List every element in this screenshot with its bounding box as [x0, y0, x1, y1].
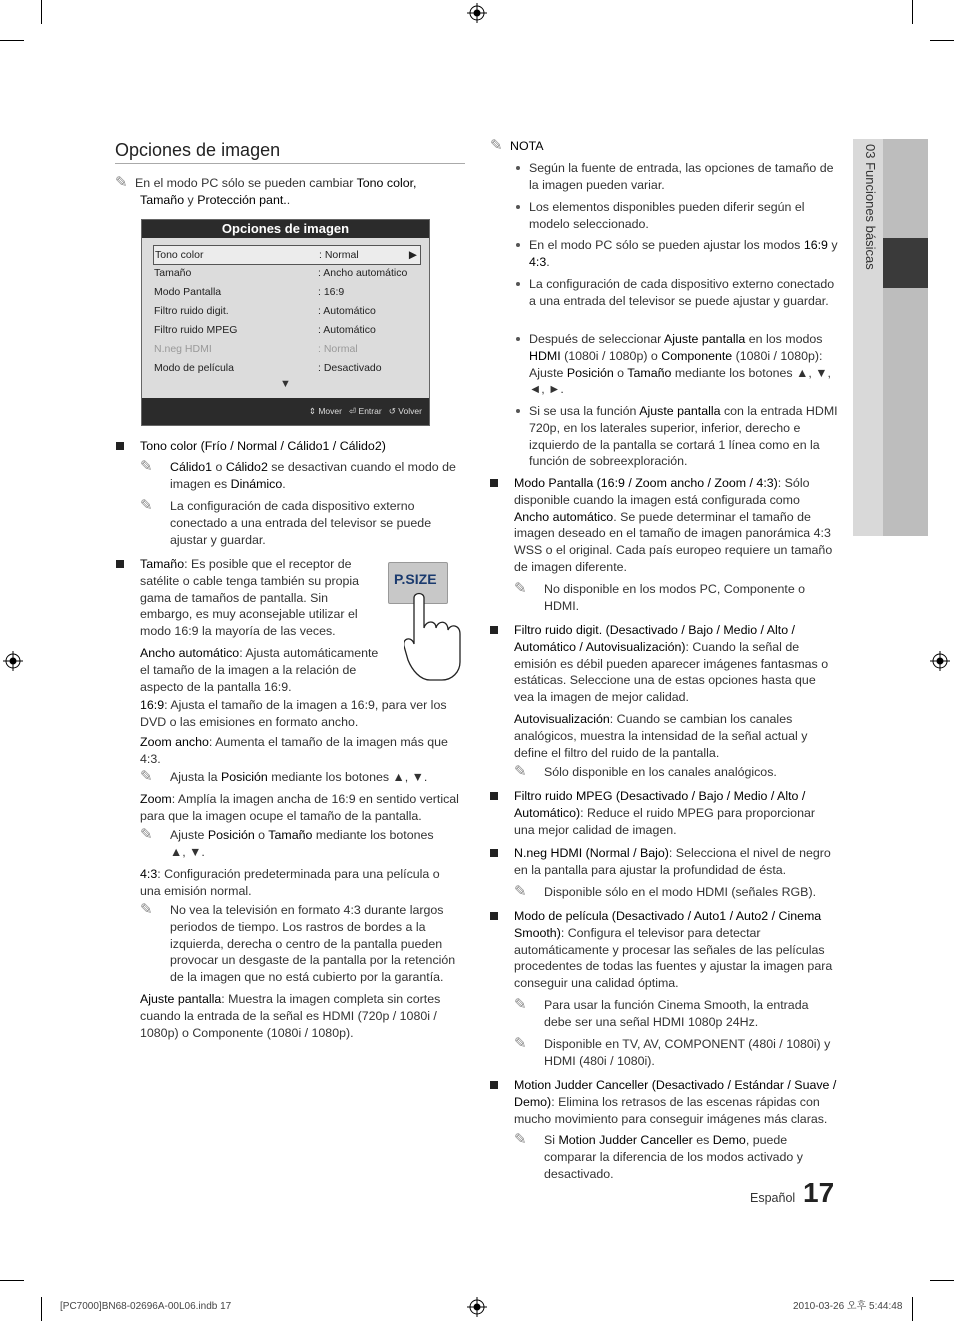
page-language: Español	[750, 1191, 796, 1205]
bullet	[516, 282, 520, 286]
bullet	[490, 912, 498, 920]
crop-mark	[0, 40, 24, 41]
bullet	[116, 442, 124, 450]
print-file-info: [PC7000]BN68-02696A-00L06.indb 17	[60, 1301, 232, 1312]
scroll-down-icon: ▼	[280, 378, 291, 390]
crop-mark	[930, 1280, 954, 1281]
crop-mark	[0, 1280, 24, 1281]
hdmi-paragraph: N.neg HDMI (Normal / Bajo): Selecciona el nivel de negro en la pantalla para ajustar la profundidad de ésta.	[514, 846, 831, 877]
autov-paragraph: Autovisualización: Cuando se cambian los canales analógicos, muestra la intensidad de la señal actual y define el filtro del ruido de la pantalla.	[514, 712, 808, 760]
page-title: Opciones de imagen	[115, 140, 281, 160]
registration-mark-icon	[467, 1297, 487, 1317]
arrow-right-icon: ▶	[408, 249, 417, 261]
crop-mark	[41, 1297, 42, 1321]
hand-press-icon	[404, 590, 466, 682]
note-icon: ✎	[514, 1035, 527, 1052]
bullet	[490, 792, 498, 800]
fdig-note: ✎ Sólo disponible en los canales analógicos.	[514, 763, 777, 780]
bullet	[516, 205, 520, 209]
crop-mark	[912, 0, 913, 24]
note-icon: ✎	[514, 763, 527, 780]
note-icon: ✎	[514, 580, 527, 597]
nota-item: Después de seleccionar Ajuste pantalla en los modos HDMI (1080i / 1080p) o Componente (1080i / 1080p): Ajuste Posición o Tamaño mediante los botones ▲, ▼, ◄, ►.	[529, 332, 831, 397]
nota-item: Si se usa la función Ajuste pantalla con la entrada HDMI 720p, en los laterales superior, inferior, derecho e izquierdo de la pantalla se cortará 1 línea como en la función de sobreexploración.	[529, 404, 838, 469]
nota-item: Según la fuente de entrada, las opciones de tamaño de la imagen pueden variar.	[529, 161, 834, 192]
page-number: 17	[803, 1177, 835, 1208]
zoomancho-paragraph: Zoom ancho: Aumenta el tamaño de la imagen más que 4:3.	[140, 735, 448, 766]
crop-mark	[41, 0, 42, 24]
tamano-paragraph: Tamaño: Es posible que el receptor de satélite o cable tenga también su propia gama de tamaños de pantalla. Sin embargo, es muy aconsejable utilizar el modo 16:9 la mayoría de las veces.	[140, 557, 360, 639]
osd-menu-row[interactable]: Filtro ruido MPEG : Automático	[154, 324, 376, 336]
bullet	[490, 849, 498, 857]
hdmi-note: ✎ Disponible sólo en el modo HDMI (señales RGB).	[514, 883, 817, 900]
note-icon: ✎	[514, 1131, 527, 1148]
intro-note: ✎ En el modo PC sólo se pueden cambiar Tono color, Tamaño y Protección pant..	[115, 174, 417, 207]
return-icon: ↺	[388, 406, 396, 416]
chapter-tab-band	[883, 139, 928, 536]
mpeg-paragraph: Filtro ruido MPEG (Desactivado / Bajo / Medio / Alto / Automático): Reduce el ruido MPEG para proporcionar una mejor calidad de imagen.	[514, 789, 815, 837]
bullet	[516, 243, 520, 247]
crop-mark	[930, 40, 954, 41]
note-icon: ✎	[115, 174, 128, 191]
osd-menu-row[interactable]: Tono color : Normal ▶	[153, 245, 421, 265]
bullet	[490, 626, 498, 634]
modo-paragraph: Modo Pantalla (16:9 / Zoom ancho / Zoom / 4:3): Sólo disponible cuando la imagen está configurada como Ancho automático. Se puede determinar el tamaño de imagen deseado en el tamaño de imagen panorámica 4:3 WSS o el original. Cada país europeo requiere un tamaño de imagen diferente.	[514, 476, 833, 574]
registration-mark-icon	[3, 651, 23, 671]
enter-icon: ⏎	[349, 406, 357, 416]
osd-menu-row[interactable]: Modo de película : Desactivado	[154, 362, 382, 374]
tono-note-2: ✎ La configuración de cada dispositivo externo conectado a una entrada del televisor se puede ajustar y guardar.	[140, 497, 432, 547]
move-icon: ⇕	[308, 406, 316, 416]
bullet	[490, 479, 498, 487]
bullet	[516, 337, 520, 341]
ancho-paragraph: Ancho automático: Ajusta automáticamente el tamaño de la imagen a la relación de aspecto de la pantalla 16:9.	[140, 646, 379, 694]
osd-menu-title: Opciones de imagen	[142, 220, 429, 238]
fdig-paragraph: Filtro ruido digit. (Desactivado / Bajo / Medio / Alto / Automático / Autovisualización): Cuando la señal de emisión es débil pueden aparecer imágenes fantasmas o estáticas. Seleccione una de estas opciones hasta que vea la imagen de mejor calidad.	[514, 623, 829, 705]
note-icon: ✎	[140, 458, 153, 475]
modo-note: ✎ No disponible en los modos PC, Componente o HDMI.	[514, 580, 806, 613]
bullet	[490, 1081, 498, 1089]
bullet	[516, 166, 520, 170]
note-icon: ✎	[514, 883, 527, 900]
zoom-paragraph: Zoom: Amplía la imagen ancha de 16:9 en sentido vertical para que la imagen ocupe el tamaño de la pantalla.	[140, 792, 459, 823]
film-note-1: ✎ Para usar la función Cinema Smooth, la entrada debe ser una señal HDMI 1080p 24Hz.	[514, 996, 809, 1029]
ajuste-paragraph: Ajuste pantalla: Muestra la imagen completa sin cortes cuando la entrada de la señal es HDMI (720p / 1080i / 1080p) o Componente (1080i / 1080p).	[140, 992, 441, 1040]
osd-menu	[141, 219, 430, 426]
bullet	[116, 560, 124, 568]
zoom-note: ✎ Ajuste Posición o Tamaño mediante los botones ▲, ▼.	[140, 826, 434, 859]
registration-mark-icon	[930, 651, 950, 671]
psize-button-illustration: P.SIZE	[388, 562, 448, 604]
title-divider	[115, 163, 465, 164]
note-icon: ✎	[140, 826, 153, 843]
osd-menu-row[interactable]: Tamaño : Ancho automático	[154, 267, 408, 279]
osd-menu-row[interactable]: Filtro ruido digit. : Automático	[154, 305, 376, 317]
osd-menu-footer: ⇕ Mover ⏎ Entrar ↺ Volver	[142, 398, 429, 425]
chapter-tab-marker	[883, 238, 928, 288]
registration-mark-icon	[467, 3, 487, 23]
mjc-note: ✎ Si Motion Judder Canceller es Demo, puede comparar la diferencia de los modos activado y desactivado.	[514, 1131, 803, 1181]
nota-item: Los elementos disponibles pueden diferir según el modelo seleccionado.	[529, 200, 805, 231]
note-icon: ✎	[140, 768, 153, 785]
nota-item: La configuración de cada dispositivo externo conectado a una entrada del televisor se puede ajustar y guardar.	[529, 277, 835, 308]
r169-paragraph: 16:9: Ajusta el tamaño de la imagen a 16:9, para ver los DVD o las emisiones en formato ancho.	[140, 698, 447, 729]
note-icon: ✎	[140, 901, 153, 918]
film-paragraph: Modo de película (Desactivado / Auto1 / Auto2 / Cinema Smooth): Configura el televisor para detectar automáticamente y procesar las señales de las películas procedentes de todas las fuentes y ajustar la imagen para conseguir una calidad óptima.	[514, 909, 833, 991]
note-icon: ✎	[490, 137, 503, 154]
r43-note: ✎ No vea la televisión en formato 4:3 durante largos periodos de tiempo. Los rastros de bordes a la izquierda, derecha o centro de la pantalla pueden provocar un desgaste de la pantalla por la retención de la imagen que no está cubierto por la garantía.	[140, 901, 456, 985]
chapter-tab-label: 03 Funciones básicas	[863, 144, 878, 270]
mjc-paragraph: Motion Judder Canceller (Desactivado / Estándar / Suave / Demo): Elimina los retrasos de las escenas rápidas con mucho movimiento para conseguir imágenes más claras.	[514, 1078, 837, 1126]
osd-menu-row: N.neg HDMI : Normal	[154, 343, 358, 355]
nota-heading: ✎ NOTA	[490, 137, 544, 154]
osd-menu-row[interactable]: Modo Pantalla : 16:9	[154, 286, 345, 298]
zoomancho-note: ✎ Ajusta la Posición mediante los botones ▲, ▼.	[140, 768, 428, 785]
nota-item: En el modo PC sólo se pueden ajustar los modos 16:9 y 4:3.	[529, 238, 838, 269]
print-date: 2010-03-26 오후 5:44:48	[793, 1301, 903, 1312]
crop-mark	[912, 1297, 913, 1321]
tono-note-1: ✎ Cálido1 o Cálido2 se desactivan cuando el modo de imagen es Dinámico.	[140, 458, 456, 491]
tono-heading: Tono color (Frío / Normal / Cálido1 / Cálido2)	[140, 439, 386, 453]
bullet	[516, 409, 520, 413]
r43-paragraph: 4:3: Configuración predeterminada para una película o una emisión normal.	[140, 867, 440, 898]
note-icon: ✎	[140, 497, 153, 514]
film-note-2: ✎ Disponible en TV, AV, COMPONENT (480i / 1080i) y HDMI (480i / 1080i).	[514, 1035, 831, 1068]
note-icon: ✎	[514, 996, 527, 1013]
